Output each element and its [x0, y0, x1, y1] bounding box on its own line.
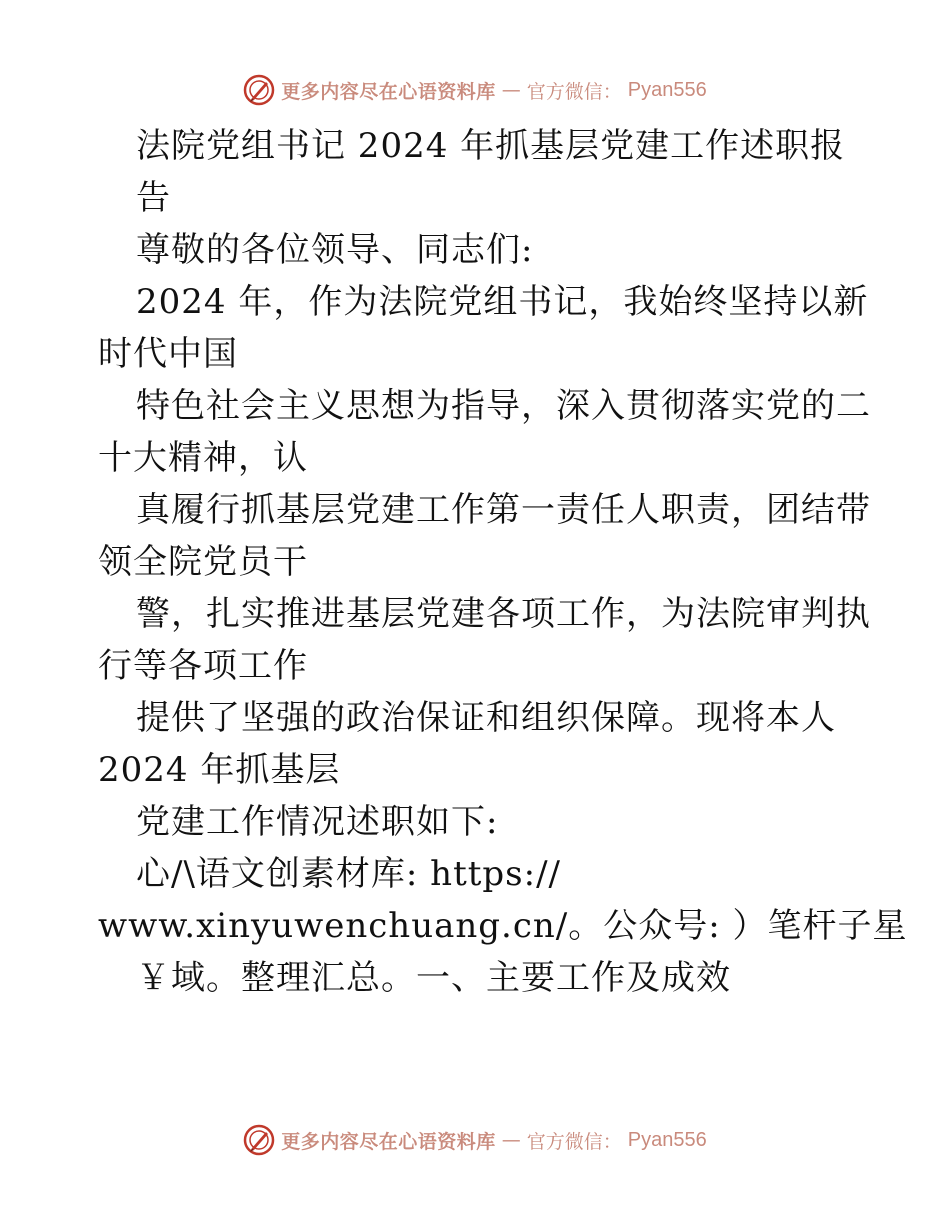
paragraph-line: 心/\语文创素材库: https:// — [136, 854, 561, 894]
paragraph-line: 提供了坚强的政治保证和组织保障。现将本人 — [136, 698, 836, 738]
paragraph-line: 2024 年抓基层 — [98, 750, 341, 790]
section-heading-line: ￥域。整理汇总。一、主要工作及成效 — [136, 958, 731, 998]
watermark-dash: — — [501, 1129, 521, 1151]
watermark-dash: — — [501, 79, 521, 101]
salutation-line: 尊敬的各位领导、同志们: — [136, 230, 534, 270]
pen-logo-icon — [243, 1124, 275, 1156]
watermark-wechat-id: Pyan556 — [627, 1128, 707, 1151]
watermark-wechat-label: 官方微信： — [526, 80, 622, 103]
paragraph-line: 时代中国 — [98, 334, 238, 374]
document-body — [98, 120, 908, 1004]
paragraph-line: 真履行抓基层党建工作第一责任人职责，团结带 — [136, 490, 871, 530]
paragraph-line: 十大精神，认 — [98, 438, 308, 478]
paragraph-line: 行等各项工作 — [98, 646, 308, 686]
footer-watermark — [0, 1120, 950, 1160]
paragraph-line: 领全院党员干 — [98, 542, 308, 582]
watermark-wechat-label: 官方微信： — [526, 1130, 622, 1153]
watermark-main-text: 更多内容尽在心语资料库 — [281, 80, 496, 103]
paragraph-line: 特色社会主义思想为指导，深入贯彻落实党的二 — [136, 386, 871, 426]
watermark-group — [243, 74, 707, 106]
watermark-main-text: 更多内容尽在心语资料库 — [281, 1130, 496, 1153]
paragraph-line: 2024 年，作为法院党组书记，我始终坚持以新 — [136, 282, 869, 322]
header-watermark — [0, 70, 950, 110]
watermark-wechat-id: Pyan556 — [627, 78, 707, 101]
paragraph-line: 党建工作情况述职如下: — [136, 802, 499, 842]
pen-logo-icon — [243, 74, 275, 106]
title-line-1: 法院党组书记 2024 年抓基层党建工作述职报 — [136, 126, 846, 166]
title-line-2: 告 — [136, 178, 171, 218]
watermark-group — [243, 1124, 707, 1156]
paragraph-line: 警，扎实推进基层党建各项工作，为法院审判执 — [136, 594, 871, 634]
paragraph-line: www.xinyuwenchuang.cn/。公众号: ）笔杆子星 — [98, 906, 908, 946]
